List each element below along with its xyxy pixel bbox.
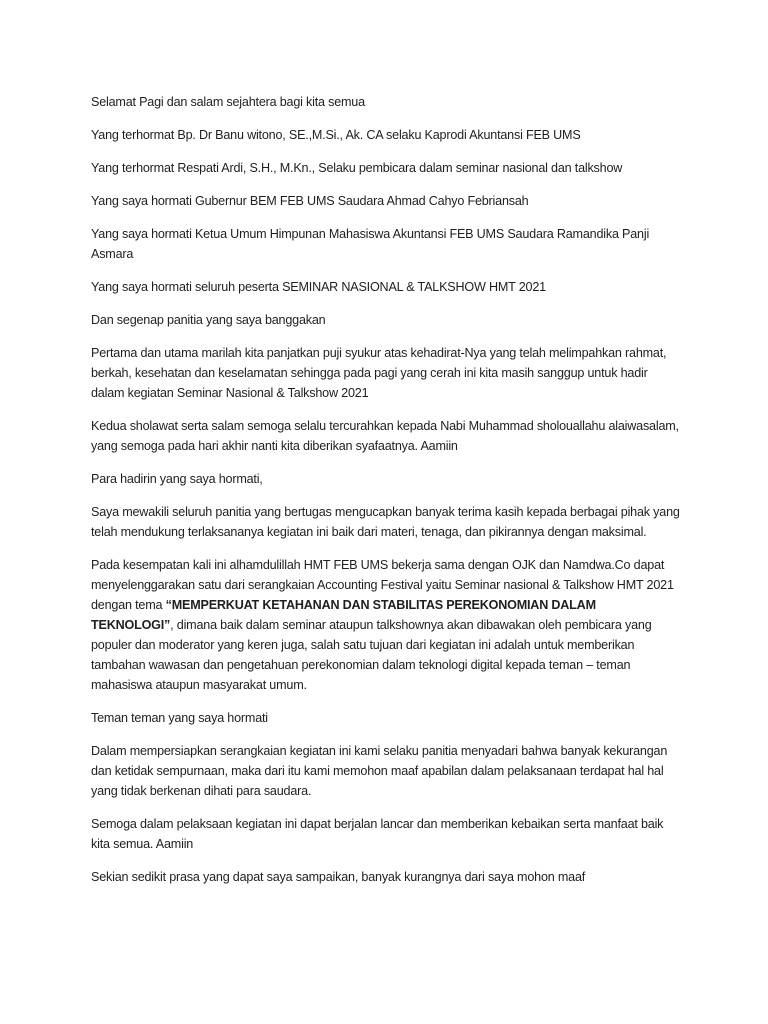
paragraph-closing: Sekian sedikit prasa yang dapat saya sampaikan, banyak kurangnya dari saya mohon maaf xyxy=(91,870,586,884)
paragraph-salutation-committee: Dan segenap panitia yang saya banggakan xyxy=(91,313,326,327)
paragraph-thanks: Saya mewakili seluruh panitia yang bertugas mengucapkan banyak terima kasih kepada berbagai pihak yang telah mendukung terlaksananya kegiatan ini baik dari materi, tenaga, dan pikirannya dengan maksimal. xyxy=(91,505,680,539)
paragraph-collaboration xyxy=(91,555,681,695)
paragraph-salutation-kaprodi: Yang terhormat Bp. Dr Banu witono, SE.,M.Si., Ak. CA selaku Kaprodi Akuntansi FEB UMS xyxy=(91,128,581,142)
event-theme: “MEMPERKUAT KETAHANAN DAN STABILITAS PEREKONOMIAN DALAM TEKNOLOGI” xyxy=(91,598,596,632)
paragraph-audience: Para hadirin yang saya hormati, xyxy=(91,472,263,486)
paragraph-sholawat: Kedua sholawat serta salam semoga selalu tercurahkan kepada Nabi Muhammad sholouallahu alaiwasalam, yang semoga pada hari akhir nanti kita diberikan syafaatnya. Aamiin xyxy=(91,419,679,453)
paragraph-salutation-governor: Yang saya hormati Gubernur BEM FEB UMS Saudara Ahmad Cahyo Febriansah xyxy=(91,194,529,208)
paragraph-hope: Semoga dalam pelaksaan kegiatan ini dapat berjalan lancar dan memberikan kebaikan serta manfaat baik kita semua. Aamiin xyxy=(91,817,664,851)
collaboration-text-before: Pada kesempatan kali ini alhamdulillah HMT FEB UMS bekerja sama dengan OJK dan Namdwa.Co dapat menyelenggarakan satu dari serangkaian Accounting Festival yaitu Seminar nasional & Talkshow HMT 2021 dengan tema xyxy=(91,558,674,612)
paragraph-gratitude: Pertama dan utama marilah kita panjatkan puji syukur atas kehadirat-Nya yang telah melimpahkan rahmat, berkah, kesehatan dan keselamatan sehingga pada pagi yang cerah ini kita masih sanggup untuk hadir dalam kegiatan Seminar Nasional & Talkshow 2021 xyxy=(91,346,667,400)
paragraph-greeting: Selamat Pagi dan salam sejahtera bagi kita semua xyxy=(91,95,365,109)
paragraph-salutation-participants: Yang saya hormati seluruh peserta SEMINAR NASIONAL & TALKSHOW HMT 2021 xyxy=(91,280,546,294)
collaboration-text-after: , dimana baik dalam seminar ataupun talkshownya akan dibawakan oleh pembicara yang populer dan moderator yang keren juga, salah satu tujuan dari kegiatan ini adalah untuk memberikan tambahan wawasan dan pengetahuan perekonomian dalam teknologi digital kepada teman – teman mahasiswa ataupun masyarakat umum. xyxy=(91,618,652,692)
paragraph-apology: Dalam mempersiapkan serangkaian kegiatan ini kami selaku panitia menyadari bahwa banyak kekurangan dan ketidak sempurnaan, maka dari itu kami memohon maaf apabilan dalam pelaksanaan terdapat hal hal yang tidak berkenan dihati para saudara. xyxy=(91,744,668,798)
paragraph-friends: Teman teman yang saya hormati xyxy=(91,711,268,725)
paragraph-salutation-speaker: Yang terhormat Respati Ardi, S.H., M.Kn., Selaku pembicara dalam seminar nasional dan talkshow xyxy=(91,161,623,175)
paragraph-salutation-chairman: Yang saya hormati Ketua Umum Himpunan Mahasiswa Akuntansi FEB UMS Saudara Ramandika Panji Asmara xyxy=(91,227,650,261)
document-body xyxy=(91,92,681,900)
